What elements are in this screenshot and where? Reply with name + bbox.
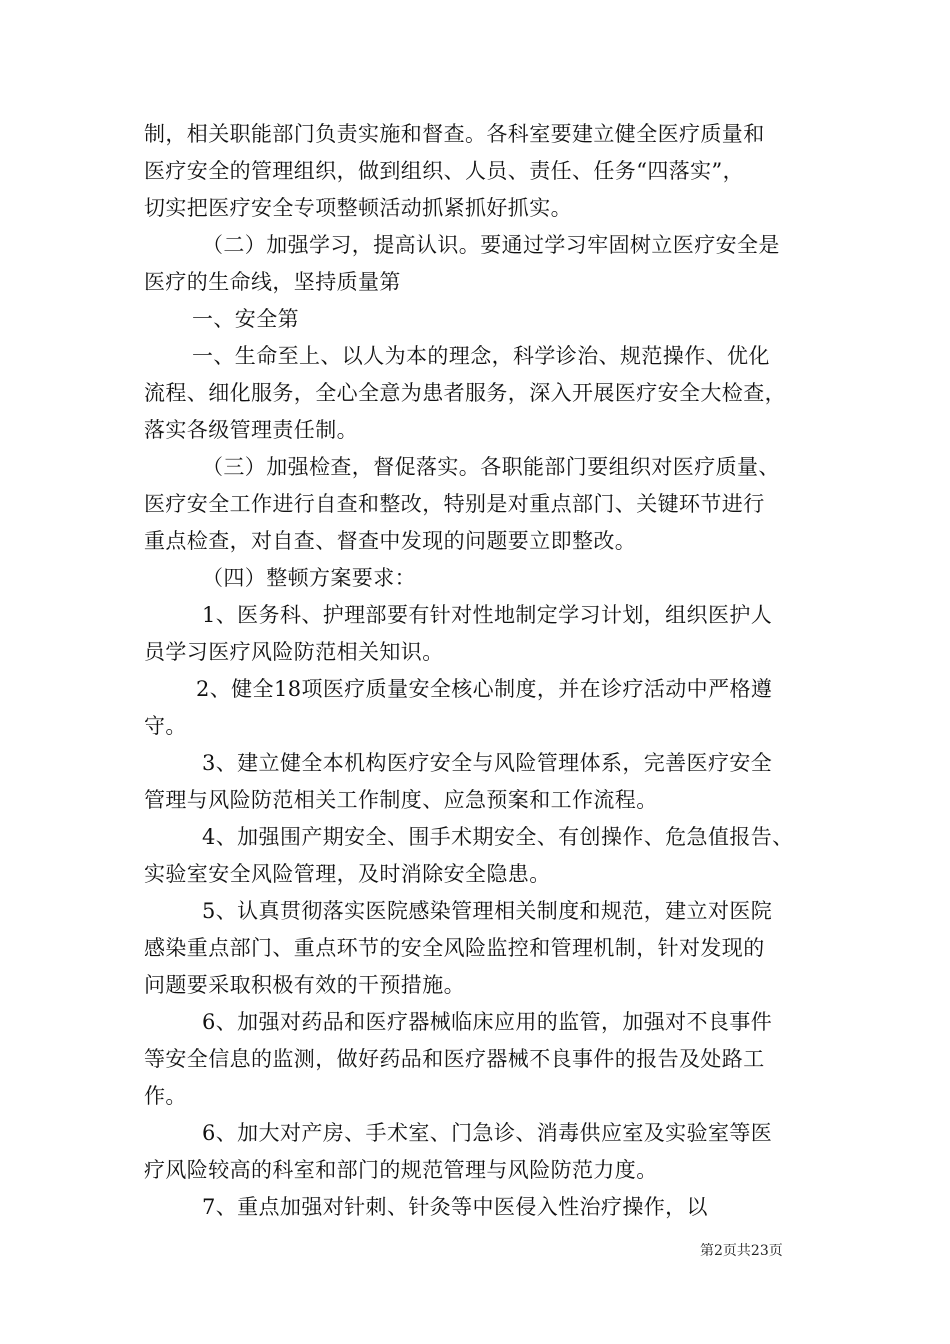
text-line: （二）加强学习，提高认识。要通过学习牢固树立医疗安全是 [202, 233, 780, 257]
text-line: 1、医务科、护理部要有针对性地制定学习计划，组织医护人 [202, 603, 773, 627]
text-line: 作。 [144, 1084, 187, 1108]
text-line: 2、健全18项医疗质量安全核心制度，并在诊疗活动中严格遵 [196, 677, 773, 701]
text-line: 重点检查，对自查、督查中发现的问题要立即整改。 [144, 529, 637, 553]
text-line: 疗风险较高的科室和部门的规范管理与风险防范力度。 [144, 1158, 658, 1182]
text-line: 切实把医疗安全专项整顿活动抓紧抓好抓实。 [144, 196, 572, 220]
document-body [144, 116, 824, 1226]
text-line: 制，相关职能部门负责实施和督查。各科室要建立健全医疗质量和 [144, 122, 765, 146]
page-number-footer: 第2页共23页 [700, 1243, 783, 1259]
text-line: 落实各级管理责任制。 [144, 418, 358, 442]
text-line: 守。 [144, 714, 187, 738]
text-line: 等安全信息的监测，做好药品和医疗器械不良事件的报告及处路工 [144, 1047, 765, 1071]
text-line: 6、加强对药品和医疗器械临床应用的监管，加强对不良事件 [202, 1010, 773, 1034]
text-line: 7、重点加强对针刺、针灸等中医侵入性治疗操作，以 [202, 1195, 708, 1219]
text-line: 一、生命至上、以人为本的理念，科学诊治、规范操作、优化 [192, 344, 770, 368]
text-line: （三）加强检查，督促落实。各职能部门要组织对医疗质量、 [202, 455, 780, 479]
text-line: 员学习医疗风险防范相关知识。 [144, 640, 444, 664]
text-line: 流程、细化服务，全心全意为患者服务，深入开展医疗安全大检查， [144, 381, 786, 405]
text-line: 医疗安全的管理组织，做到组织、人员、责任、任务“四落实”， [144, 159, 745, 183]
text-line: 5、认真贯彻落实医院感染管理相关制度和规范，建立对医院 [202, 899, 773, 923]
text-line: 问题要采取积极有效的干预措施。 [144, 973, 465, 997]
text-line: 一、安全第 [192, 307, 299, 331]
text-line: 6、加大对产房、手术室、门急诊、消毒供应室及实验室等医 [202, 1121, 773, 1145]
text-line: 感染重点部门、重点环节的安全风险监控和管理机制，针对发现的 [144, 936, 765, 960]
text-line: 医疗的生命线，坚持质量第 [144, 270, 401, 294]
text-line: 管理与风险防范相关工作制度、应急预案和工作流程。 [144, 788, 658, 812]
text-line: 实验室安全风险管理，及时消除安全隐患。 [144, 862, 551, 886]
text-line: 4、加强围产期安全、围手术期安全、有创操作、危急值报告、 [202, 825, 794, 849]
text-line: 医疗安全工作进行自查和整改，特别是对重点部门、关键环节进行 [144, 492, 765, 516]
text-line: （四）整顿方案要求： [202, 566, 416, 590]
text-line: 3、建立健全本机构医疗安全与风险管理体系，完善医疗安全 [202, 751, 773, 775]
